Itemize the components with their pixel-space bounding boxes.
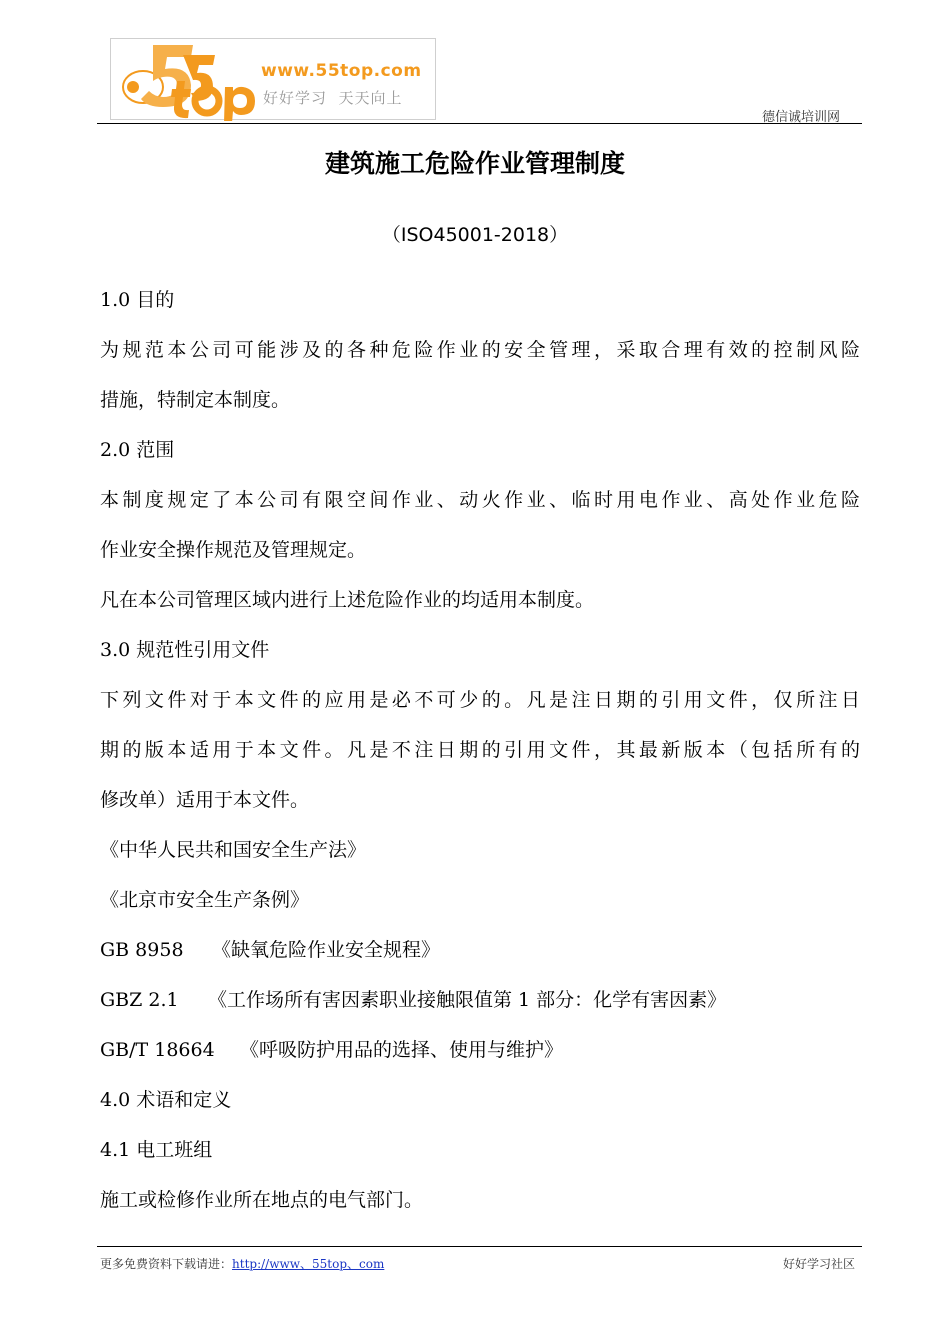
paragraph-line: 措施，特制定本制度。 [100, 389, 291, 411]
section-heading-purpose: 1.0 目的 [100, 289, 175, 311]
reference-code: GB 8958 [100, 939, 184, 961]
footer-community: 好好学习社区 [782, 1257, 855, 1271]
footer-download-note [100, 1255, 384, 1272]
logo-url: www.55top.com [261, 61, 422, 81]
logo [110, 38, 436, 120]
reference-standard [100, 925, 860, 975]
reference-title: 《呼吸防护用品的选择、使用与维护》 [240, 1039, 564, 1061]
document-title: 建筑施工危险作业管理制度 [324, 149, 625, 178]
header-divider [97, 123, 862, 124]
subsection-heading: 4.1 电工班组 [100, 1139, 213, 1161]
reference-title: 《工作场所有害因素职业接触限值第 1 部分：化学有害因素》 [208, 989, 727, 1011]
reference-code: GBZ 2.1 [100, 989, 179, 1011]
logo-slogan: 好好学习 天天向上 [263, 89, 403, 107]
logo-digit-5 [141, 45, 193, 107]
document-subtitle: （ISO45001-2018） [381, 224, 569, 246]
footer-divider [97, 1246, 862, 1247]
paragraph-line: 本制度规定了本公司有限空间作业、动火作业、临时用电作业、高处作业危险 [100, 489, 860, 511]
reference-law: 《中华人民共和国安全生产法》 [100, 839, 367, 861]
section-heading-terms: 4.0 术语和定义 [100, 1089, 232, 1111]
header-site-name: 德信诚培训网 [761, 110, 840, 125]
reference-code: GB/T 18664 [100, 1039, 215, 1061]
reference-regulation: 《北京市安全生产条例》 [100, 889, 310, 911]
paragraph-line: 作业安全操作规范及管理规定。 [100, 539, 367, 561]
paragraph-line: 凡在本公司管理区域内进行上述危险作业的均适用本制度。 [100, 589, 595, 611]
logo-orbit-dot [127, 81, 139, 93]
document-body [100, 275, 860, 1225]
paragraph-line: 施工或检修作业所在地点的电气部门。 [100, 1189, 424, 1211]
reference-standard [100, 975, 860, 1025]
logo-letter-p [224, 87, 255, 121]
reference-title: 《缺氧危险作业安全规程》 [212, 939, 441, 961]
footer-link[interactable]: http://www、55top、com [232, 1257, 385, 1271]
section-heading-references: 3.0 规范性引用文件 [100, 639, 270, 661]
footer-prefix: 更多免费资料下载请进： [100, 1257, 233, 1271]
section-heading-scope: 2.0 范围 [100, 439, 175, 461]
paragraph-line: 修改单）适用于本文件。 [100, 789, 310, 811]
paragraph-line: 期的版本适用于本文件。凡是不注日期的引用文件，其最新版本（包括所有的 [100, 739, 860, 761]
paragraph-line: 下列文件对于本文件的应用是必不可少的。凡是注日期的引用文件，仅所注日 [100, 689, 860, 711]
paragraph-line: 为规范本公司可能涉及的各种危险作业的安全管理，采取合理有效的控制风险 [100, 339, 860, 361]
reference-standard [100, 1025, 860, 1075]
